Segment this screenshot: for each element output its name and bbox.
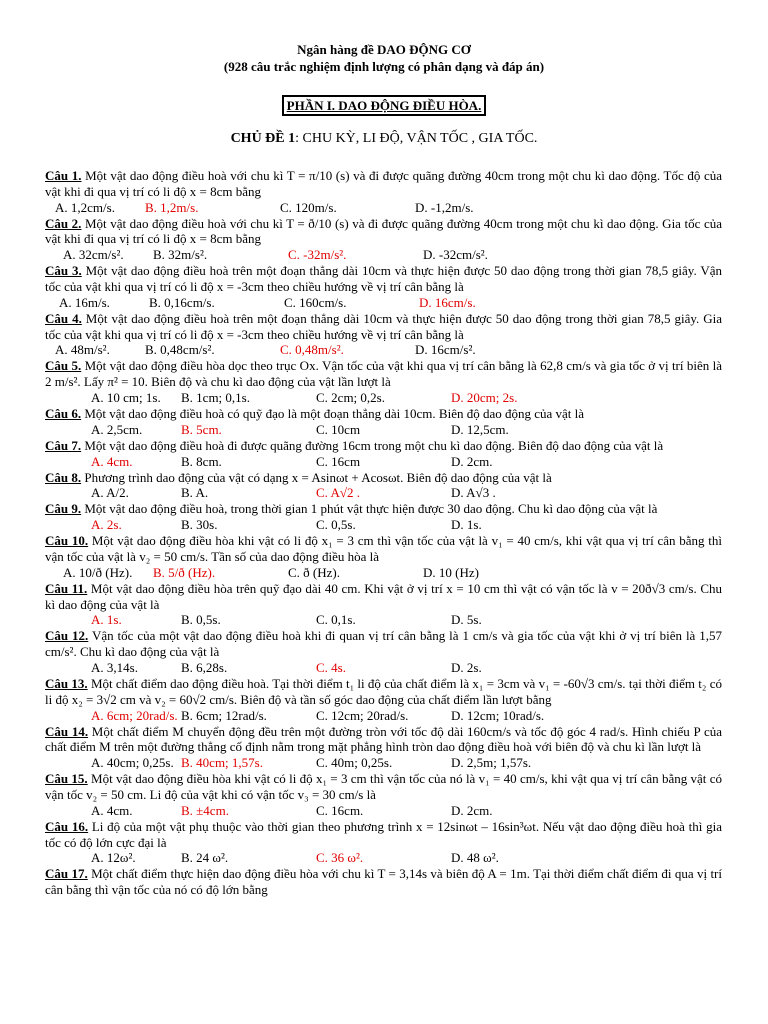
- answer-options: [45, 454, 722, 470]
- answer-option-a[interactable]: A. 12ω².: [91, 850, 136, 866]
- answer-option-a[interactable]: A. 10/ð (Hz).: [63, 564, 133, 580]
- topic-text: : CHU KỲ, LI ĐỘ, VẬN TỐC , GIA TỐC.: [295, 131, 538, 146]
- answer-option-b[interactable]: B. 24 ω².: [181, 850, 229, 866]
- question-body: Một vật dao động điều hòa khi vật có li độ x₁ = 3 cm thì vận tốc của nó là v₁ = 40 cm/s, khi vật qua vị trí cân bằng vật có vận tốc v₂ = 50 cm. Li độ của vật khi có vận tốc v₃ = 30 cm/s là: [45, 771, 722, 802]
- answer-option-c[interactable]: C. 10cm: [316, 421, 361, 437]
- answer-option-b[interactable]: B. 30s.: [181, 517, 218, 533]
- answer-option-d[interactable]: D. 16cm/s.: [419, 294, 476, 310]
- answer-option-c[interactable]: C. 0,48m/s².: [280, 342, 344, 358]
- answer-option-d[interactable]: D. 5s.: [451, 612, 482, 628]
- question-body: Li độ của một vật phụ thuộc vào thời gian theo phương trình x = 12sinωt – 16sin³ωt. Nếu vật dao động điều hoà thì gia tốc có độ lớn cực đại là: [45, 818, 722, 850]
- question-text: [45, 358, 722, 390]
- answer-option-c[interactable]: C. 0,5s.: [316, 517, 356, 533]
- question-body: Một vật dao động điều hòa dọc theo trục Ox. Vận tốc của vật khi qua vị trí cân bằng là 62,8 cm/s và gia tốc ở vị trí biên là 2 m/s². Lấy π² = 10. Biên độ và chu kì dao động của vật lần lượt là: [45, 358, 722, 390]
- question-number: Câu 10.: [45, 533, 89, 549]
- answer-option-b[interactable]: B. 8cm.: [181, 453, 222, 469]
- answer-option-c[interactable]: C. 16cm: [316, 453, 361, 469]
- question-list: [45, 168, 722, 898]
- question-number: Câu 11.: [45, 580, 88, 596]
- answer-options: [45, 755, 722, 771]
- question-text: [45, 628, 722, 660]
- question-text: [45, 581, 722, 613]
- question-text: [45, 501, 722, 517]
- answer-options: [45, 850, 722, 866]
- answer-option-d[interactable]: D. 10 (Hz): [423, 564, 479, 580]
- question-number: Câu 16.: [45, 818, 89, 834]
- answer-option-b[interactable]: B. 32m/s².: [153, 247, 208, 263]
- question-item: [45, 168, 722, 216]
- answer-option-c[interactable]: C. A√2 .: [316, 485, 360, 501]
- question-number: Câu 5.: [45, 358, 82, 374]
- question-number: Câu 2.: [45, 215, 82, 231]
- question-body: Một vật dao động điều hoà trên một đoạn thẳng dài 10cm và thực hiện được 50 dao động trong thời gian 78,5 giây. Vận tốc của vật khi qua vị trí có li độ x = -3cm theo chiều hướng về vị trí cân bằng là: [45, 263, 722, 294]
- question-item: [45, 581, 722, 629]
- question-item: [45, 501, 722, 533]
- question-text: [45, 533, 722, 565]
- question-item: [45, 263, 722, 311]
- answer-option-d[interactable]: D. 2cm.: [451, 802, 493, 818]
- answer-option-c[interactable]: C. 16cm.: [316, 802, 364, 818]
- topic-heading: [0, 131, 768, 147]
- answer-option-a[interactable]: A. A/2.: [91, 485, 129, 501]
- question-number: Câu 13.: [45, 675, 88, 691]
- answer-option-a[interactable]: A. 6cm; 20rad/s.: [91, 707, 178, 723]
- answer-option-a[interactable]: A. 2,5cm.: [91, 421, 143, 437]
- answer-option-b[interactable]: B. 0,5s.: [181, 612, 221, 628]
- question-item: [45, 311, 722, 359]
- topic-label: CHỦ ĐỀ 1: [230, 131, 296, 146]
- question-item: [45, 866, 722, 898]
- answer-option-c[interactable]: C. -32m/s².: [288, 247, 347, 263]
- answer-option-c[interactable]: C. 160cm/s.: [284, 294, 347, 310]
- answer-option-a[interactable]: A. 1s.: [91, 612, 122, 628]
- answer-option-b[interactable]: B. 0,48cm/s².: [145, 342, 215, 358]
- document-title: Ngân hàng đề DAO ĐỘNG CƠ: [297, 42, 471, 57]
- answer-options: [45, 517, 722, 533]
- answer-options: [45, 612, 722, 628]
- answer-option-a[interactable]: A. 4cm.: [91, 453, 133, 469]
- question-text: [45, 771, 722, 803]
- answer-option-b[interactable]: B. 6,28s.: [181, 659, 228, 675]
- answer-option-d[interactable]: D. 2s.: [451, 659, 482, 675]
- question-text: [45, 676, 722, 708]
- answer-option-a[interactable]: A. 4cm.: [91, 802, 133, 818]
- question-number: Câu 12.: [45, 628, 89, 644]
- question-number: Câu 1.: [45, 168, 82, 183]
- answer-option-d[interactable]: D. 12cm; 10rad/s.: [451, 707, 545, 723]
- answer-option-c[interactable]: C. 36 ω².: [316, 850, 364, 866]
- answer-option-d[interactable]: D. 48 ω².: [451, 850, 499, 866]
- question-text: [45, 438, 722, 454]
- question-number: Câu 3.: [45, 263, 82, 279]
- answer-options: [45, 342, 722, 358]
- answer-options: [45, 485, 722, 501]
- answer-options: [45, 247, 722, 263]
- question-body: Một vật dao động điều hòa khi vật có li độ x₁ = 3 cm thì vận tốc của vật là v₁ = 40 cm/s, khi vật qua vị trí cân bằng thì vận tốc của vật là v₂ = 50 cm/s. Tần số của dao động điều hòa là: [45, 533, 722, 564]
- question-item: [45, 438, 722, 470]
- question-text: [45, 866, 722, 898]
- answer-option-d[interactable]: D. 2cm.: [451, 453, 493, 469]
- part-label: PHẦN I. DAO ĐỘNG ĐIỀU HÒA.: [282, 95, 487, 116]
- question-item: [45, 406, 722, 438]
- question-number: Câu 6.: [45, 405, 82, 421]
- answer-option-a[interactable]: A. 2s.: [91, 517, 122, 533]
- question-item: [45, 533, 722, 581]
- answer-options: [45, 708, 722, 724]
- answer-option-a[interactable]: A. 40cm; 0,25s.: [91, 755, 174, 771]
- answer-option-b[interactable]: B. 1,2m/s.: [145, 199, 199, 215]
- question-item: [45, 358, 722, 406]
- question-body: Vận tốc của một vật dao động điều hoà khi đi quan vị trí cân bằng là 1 cm/s và gia tốc của vật khi ở vị trí biên là 1,57 cm/s². Chu kì dao động của vật là: [45, 628, 722, 660]
- answer-options: [45, 200, 722, 216]
- question-text: [45, 168, 722, 200]
- question-body: Một vật dao động điều hoà với chu kì T = ð/10 (s) và đi được quãng đường 40cm trong một chu kì dao động. Gia tốc của vật khi đi qua vị trí có li độ x = 8cm bằng: [45, 215, 722, 247]
- answer-option-b[interactable]: B. 1cm; 0,1s.: [181, 389, 250, 405]
- document-subtitle: (928 câu trắc nghiệm định lượng có phân dạng và đáp án): [223, 59, 545, 74]
- question-number: Câu 4.: [45, 310, 82, 326]
- answer-option-a[interactable]: A. 3,14s.: [91, 659, 138, 675]
- question-text: [45, 470, 722, 486]
- question-body: Một chất điểm thực hiện dao động điều hòa với chu kì T = 3,14s và biên độ A = 1m. Tại thời điểm chất điểm đi qua vị trí cân bằng thì vận tốc của nó có độ lớn bằng: [45, 866, 723, 898]
- question-number: Câu 8.: [45, 469, 82, 485]
- question-item: [45, 819, 722, 867]
- answer-option-b[interactable]: B. 6cm; 12rad/s.: [181, 707, 267, 723]
- answer-option-b[interactable]: B. 0,16cm/s.: [149, 294, 215, 310]
- question-number: Câu 7.: [45, 437, 82, 453]
- answer-options: [45, 803, 722, 819]
- answer-option-d[interactable]: D. 20cm; 2s.: [451, 389, 518, 405]
- answer-options: [45, 565, 722, 581]
- answer-option-d[interactable]: D. 12,5cm.: [451, 421, 509, 437]
- answer-option-c[interactable]: C. 12cm; 20rad/s.: [316, 707, 409, 723]
- question-item: [45, 771, 722, 819]
- question-body: Một vật dao động điều hòa trên quỹ đạo dài 40 cm. Khi vật ở vị trí x = 10 cm thì vật có vận tốc là v = 20ð√3 cm/s. Chu kì dao động của vật là: [45, 580, 723, 612]
- answer-option-a[interactable]: A. 48m/s².: [55, 342, 110, 358]
- question-text: [45, 819, 722, 851]
- answer-option-c[interactable]: C. 120m/s.: [280, 199, 337, 215]
- answer-option-d[interactable]: D. -32cm/s².: [423, 247, 488, 263]
- question-body: Một vật dao động điều hoà có quỹ đạo là một đoạn thẳng dài 10cm. Biên độ dao động của vật là: [81, 405, 585, 421]
- question-item: [45, 216, 722, 264]
- question-text: [45, 311, 722, 343]
- answer-options: [45, 422, 722, 438]
- question-body: Phương trình dao động của vật có dạng x = Asinωt + Acosωt. Biên độ dao động của vật là: [81, 469, 552, 485]
- answer-option-a[interactable]: A. 32cm/s².: [63, 247, 124, 263]
- answer-option-d[interactable]: D. -1,2m/s.: [415, 199, 474, 215]
- question-text: [45, 216, 722, 248]
- answer-option-a[interactable]: A. 10 cm; 1s.: [91, 389, 161, 405]
- part-heading: [0, 95, 768, 116]
- question-body: Một vật dao động điều hoà đi được quãng đường 16cm trong một chu kì dao động. Biên độ dao động của vật là: [81, 437, 664, 453]
- answer-option-c[interactable]: C. 40m; 0,25s.: [316, 755, 393, 771]
- question-text: [45, 406, 722, 422]
- question-body: Một vật dao động điều hoà trên một đoạn thẳng dài 10cm và thực hiện được 50 dao động trong thời gian 78,5 giây. Gia tốc của vật khi qua vị trí có li độ x = -3cm theo chiều hướng về vị trí cân bằng là: [45, 310, 723, 342]
- question-item: [45, 724, 722, 772]
- answer-options: [45, 390, 722, 406]
- answer-option-b[interactable]: B. 5cm.: [181, 421, 222, 437]
- answer-option-a[interactable]: A. 16m/s.: [59, 294, 110, 310]
- answer-option-d[interactable]: D. 1s.: [451, 517, 482, 533]
- answer-option-d[interactable]: D. 16cm/s².: [415, 342, 476, 358]
- answer-option-c[interactable]: C. 0,1s.: [316, 612, 356, 628]
- question-number: Câu 17.: [45, 866, 88, 882]
- answer-option-d[interactable]: D. A√3 .: [451, 485, 496, 501]
- answer-option-b[interactable]: B. 5/ð (Hz).: [153, 564, 216, 580]
- question-text: [45, 724, 722, 756]
- answer-option-c[interactable]: C. 4s.: [316, 659, 346, 675]
- question-item: [45, 676, 722, 724]
- answer-option-c[interactable]: C. ð (Hz).: [288, 564, 340, 580]
- question-item: [45, 470, 722, 502]
- answer-options: [45, 295, 722, 311]
- answer-option-b[interactable]: B. ±4cm.: [181, 802, 229, 818]
- question-text: [45, 263, 722, 295]
- answer-options: [45, 660, 722, 676]
- answer-option-b[interactable]: B. A.: [181, 485, 209, 501]
- question-body: Một chất điểm dao động điều hoà. Tại thời điểm t₁ li độ của chất điểm là x₁ = 3cm và v₁ = -60√3 cm/s. tại thời điểm t₂ có li độ x₂ = 3√2 cm và v₂ = 60√2 cm/s. Biên độ và tần số góc dao động của chất điểm lần lượt bằng: [45, 675, 722, 707]
- question-body: Một vật dao động điều hoà, trong thời gian 1 phút vật thực hiện được 30 dao động. Chu kì dao động của vật là: [81, 501, 658, 517]
- answer-option-a[interactable]: A. 1,2cm/s.: [55, 199, 115, 215]
- answer-option-b[interactable]: B. 40cm; 1,57s.: [181, 755, 263, 771]
- question-item: [45, 628, 722, 676]
- question-number: Câu 9.: [45, 501, 82, 517]
- answer-option-c[interactable]: C. 2cm; 0,2s.: [316, 389, 385, 405]
- question-number: Câu 14.: [45, 723, 89, 739]
- answer-option-d[interactable]: D. 2,5m; 1,57s.: [451, 755, 532, 771]
- question-body: Một chất điểm M chuyển động đều trên một đường tròn với tốc độ dài 160cm/s và tốc độ góc 4 rad/s. Hình chiếu P của chất điểm M trên một đường thẳng cố định nằm trong mặt phẳng hình tròn dao động điều hoà với biên độ và chu kì lần lượt là: [45, 723, 722, 755]
- question-body: Một vật dao động điều hoà với chu kì T = π/10 (s) và đi được quãng đường 40cm trong một chu kì dao động. Tốc độ của vật khi đi qua vị trí có li độ x = 8cm bằng: [45, 168, 722, 199]
- question-number: Câu 15.: [45, 771, 88, 787]
